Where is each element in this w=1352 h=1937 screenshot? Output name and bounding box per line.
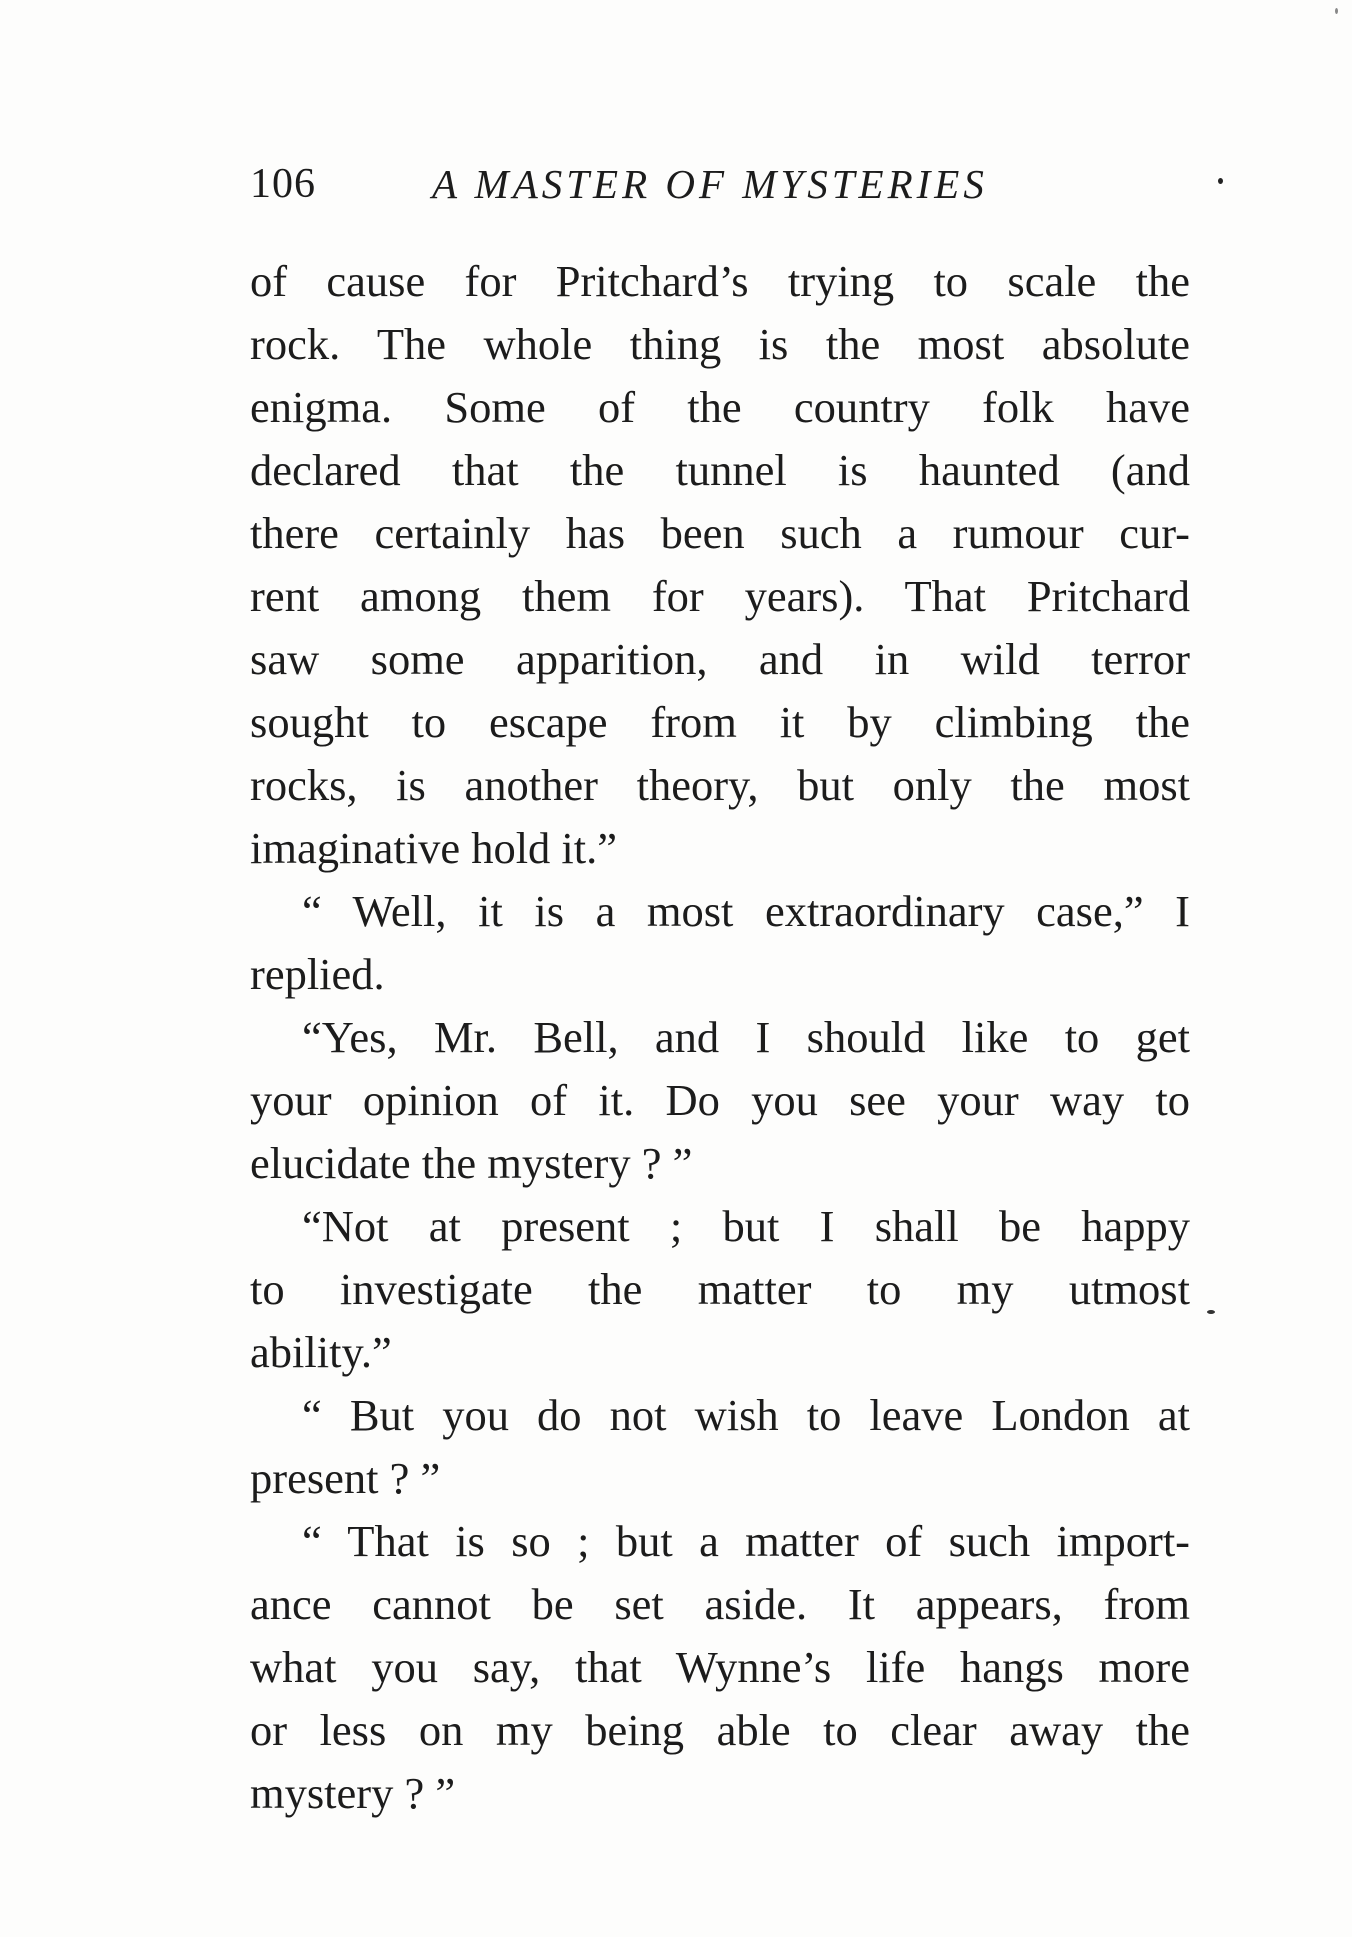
text-line: enigma. Some of the country folk have <box>250 382 1190 432</box>
text-line: or less on my being able to clear away the <box>250 1705 1190 1755</box>
text-line: saw some apparition, and in wild terror <box>250 634 1190 684</box>
text-line: sought to escape from it by climbing the <box>250 697 1190 747</box>
text-line: replied. <box>250 949 385 999</box>
text-line: rock. The whole thing is the most absolute <box>250 319 1190 369</box>
text-line: present ? ” <box>250 1453 441 1503</box>
text-line: ability.” <box>250 1327 392 1377</box>
text-line: declared that the tunnel is haunted (and <box>250 445 1190 495</box>
text-line: mystery ? ” <box>250 1768 456 1818</box>
text-line: “ But you do not wish to leave London at <box>302 1390 1190 1440</box>
text-line: imaginative hold it.” <box>250 823 618 873</box>
text-line: “Yes, Mr. Bell, and I should like to get <box>302 1012 1190 1062</box>
page-number: 106 <box>250 161 316 207</box>
paper-speck <box>1335 8 1338 14</box>
ink-dot <box>1218 178 1223 184</box>
text-line: elucidate the mystery ? ” <box>250 1138 693 1188</box>
text-line: ance cannot be set aside. It appears, from <box>250 1579 1190 1629</box>
text-line: what you say, that Wynne’s life hangs more <box>250 1642 1190 1692</box>
running-title: A MASTER OF MYSTERIES <box>432 161 988 207</box>
text-line: to investigate the matter to my utmost <box>250 1264 1190 1314</box>
text-line: of cause for Pritchard’s trying to scale the <box>250 256 1190 306</box>
page-header <box>250 160 1210 220</box>
text-line: “ Well, it is a most extraordinary case,” I <box>302 886 1190 936</box>
text-line: rent among them for years). That Pritchard <box>250 571 1190 621</box>
body-text <box>250 250 1190 1825</box>
paper-speck <box>1207 1310 1215 1314</box>
text-line: “Not at present ; but I shall be happy <box>302 1201 1190 1251</box>
text-line: rocks, is another theory, but only the most <box>250 760 1190 810</box>
text-line: “ That is so ; but a matter of such import- <box>302 1516 1190 1566</box>
text-line: your opinion of it. Do you see your way to <box>250 1075 1190 1125</box>
text-line: there certainly has been such a rumour cur- <box>250 508 1190 558</box>
